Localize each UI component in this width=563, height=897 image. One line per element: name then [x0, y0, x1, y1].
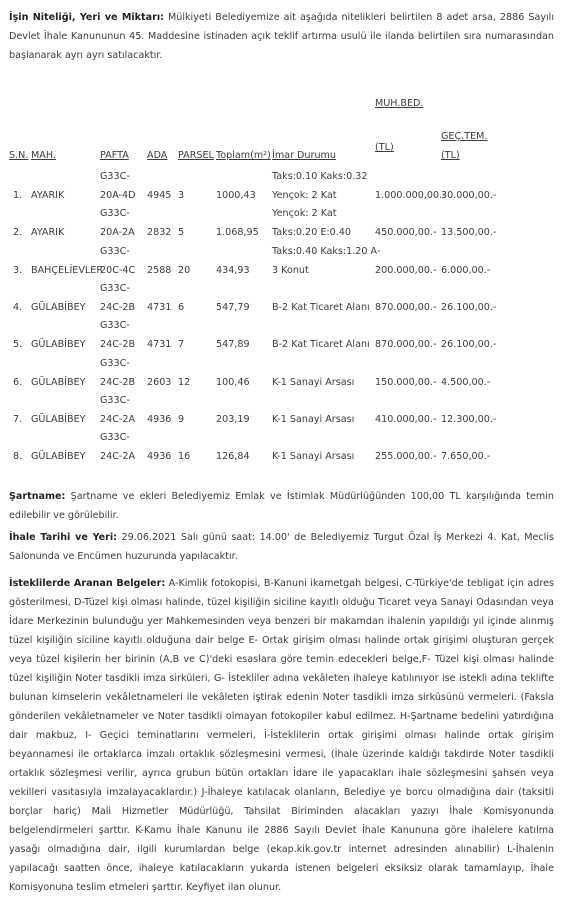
cell-ada: 4936 [147, 413, 172, 425]
cell-ada: 4936 [147, 451, 172, 463]
cell-muh-bed: 450.000,00.- [375, 227, 437, 239]
cell-toplam: 203,19 [216, 413, 250, 425]
cell-sn: 7. [13, 413, 23, 425]
cell-pafta-bottom: 20A-2A [100, 227, 135, 239]
cell-mah: BAHÇELİEVLER [31, 264, 103, 276]
cell-sn: 2. [13, 227, 23, 239]
cell-parsel: 3 [178, 190, 185, 201]
cell-sn: 3. [13, 264, 23, 276]
belgeler-label: İsteklilerde Aranan Belgeler: [9, 578, 166, 589]
cell-imar-bottom: B-2 Kat Ticaret Alanı [272, 339, 370, 351]
cell-pafta-bottom: 24C-2B [100, 301, 136, 313]
cell-muh-bed: 870.000,00.- [375, 339, 437, 351]
cell-parsel: 20 [178, 264, 191, 276]
cell-muh-bed: 200.000,00.- [375, 264, 437, 276]
cell-imar-bottom: K-1 Sanayi Arsası [272, 376, 355, 388]
cell-mah: AYARIK [31, 190, 65, 201]
cell-mah: AYARIK [31, 227, 65, 239]
cell-toplam: 100,46 [216, 376, 250, 388]
ihale-text: 29.06.2021 Salı günü saat: 14.00' de Belediyemiz Turgut Özal İş Merkezi 4. Kat, Meclis Salonunda ve Encümen huzurunda yapılacaktır. [9, 532, 555, 562]
cell-gec-tem: 7.650,00.- [441, 451, 491, 463]
cell-muh-bed: 255.000,00.- [375, 451, 437, 463]
cell-pafta-bottom: 20C-4C [100, 264, 136, 276]
header-gec-tem: GEÇ.TEM. [441, 131, 488, 142]
cell-muh-bed: 410.000,00.- [375, 413, 437, 425]
cell-pafta-top: G33C- [100, 394, 130, 406]
sartname-text: Şartname ve ekleri Belediyemiz Emlak ve İstimlak Müdürlüğünden 100,00 TL karşılığında temin edilebilir ve görülebilir. [9, 491, 554, 521]
cell-ada: 2588 [147, 264, 172, 276]
cell-imar-bottom: Yençok: 2 Kat [272, 190, 337, 201]
cell-ada: 4945 [147, 190, 172, 201]
cell-muh-bed: 870.000,00.- [375, 301, 437, 313]
cell-toplam: 547,89 [216, 339, 250, 351]
cell-imar-top: Taks:0.40 Kaks:1.20 A- [272, 245, 381, 257]
cell-mah: GÜLABİBEY [31, 376, 86, 388]
cell-sn: 6. [13, 376, 23, 388]
cell-gec-tem: 6.000,00.- [441, 264, 491, 276]
sartname-label: Şartname: [9, 491, 66, 502]
ihale-label: İhale Tarihi ve Yeri: [9, 532, 118, 543]
header-mah: MAH. [31, 150, 56, 161]
header-toplam: Toplam(m²) [216, 150, 271, 161]
cell-mah: GÜLABİBEY [31, 301, 86, 313]
ihale-paragraph [9, 528, 554, 566]
header-parsel: PARSEL [178, 150, 214, 161]
cell-imar-top: Taks:0.10 Kaks:0.32 [272, 171, 368, 182]
cell-imar-bottom: B-2 Kat Ticaret Alanı [272, 301, 370, 313]
cell-toplam: 1000,43 [216, 190, 256, 201]
cell-imar-bottom: Taks:0.20 E:0.40 [272, 227, 352, 239]
cell-parsel: 6 [178, 301, 185, 313]
cell-pafta-top: G33C- [100, 245, 130, 257]
cell-imar-bottom: K-1 Sanayi Arsası [272, 413, 355, 425]
cell-toplam: 126,84 [216, 451, 250, 463]
header-tl-muh: (TL) [375, 142, 394, 153]
cell-sn: 4. [13, 301, 23, 313]
header-ada: ADA [147, 150, 168, 161]
cell-ada: 2603 [147, 376, 172, 388]
cell-gec-tem: 4.500,00.- [441, 376, 491, 388]
cell-muh-bed: 150.000,00.- [375, 376, 437, 388]
cell-gec-tem: 30.000,00.- [441, 190, 497, 201]
cell-gec-tem: 13.500,00.- [441, 227, 497, 239]
header-pafta: PAFTA [100, 150, 129, 161]
cell-imar-bottom: K-1 Sanayi Arsası [272, 451, 355, 463]
cell-toplam: 547,79 [216, 301, 250, 313]
cell-pafta-top: G33C- [100, 432, 130, 444]
cell-imar-bottom: 3 Konut [272, 264, 309, 276]
cell-ada: 4731 [147, 339, 172, 351]
cell-muh-bed: 1.000.000,00.- [375, 190, 446, 201]
cell-pafta-bottom: 20A-4D [100, 190, 136, 201]
belgeler-paragraph [9, 574, 554, 897]
cell-mah: GÜLABİBEY [31, 339, 86, 351]
cell-sn: 8. [13, 451, 23, 463]
cell-pafta-top: G33C- [100, 282, 130, 294]
cell-sn: 5. [13, 339, 23, 351]
cell-parsel: 7 [178, 339, 185, 351]
intro-paragraph [9, 8, 554, 65]
belgeler-text: A-Kimlik fotokopisi, B-Kanuni ikametgah belgesi, C-Türkiye'de tebligat için adres gösterilmesi, D-Tüzel kişi olması halinde, tüzel kişiliğin siciline kayıtlı olduğu Ticaret veya Sanayi Odasından veya İdare Merkezinin bulunduğu yer Mahkemesinden veya benzeri bir makamdan ihalenin yapıldığı yıl içinde alınmış tüzel kişiliğin siciline kayıtlı olduğuna dair belge E- Ortak girişim olması halinde ortak girişimi oluşturan gerçek veya tüzel kişilerin her birinin (A,B ve C)'deki esaslara göre temin edecekleri belge,F- Tüzel kişi olması halinde tüzel kişiliğin Noter tasdikli imza sirküleri, G- İstekliler adına vekâleten ihaleye katılınıyor ise istekli adına teklifte bulunan kimselerin vekâletnameleri ile vekâleten iştirak edenin Noter tasdikli imza sirküsünü vermeleri. (Faksla gönderilen vekâletnameler ve Noter tasdikli olmayan fotokopiler kabul edilmez. H-Şartname bedelini yatırdığına dair makbuz, I- Geçici teminatlarını vermeleri, İ-İsteklilerin ortak girişimi olması halinde ortak girişim beyannamesi ile ortaklarca imzalı ortaklık sözleşmesini vermesi, (İhale üzerinde kaldığı takdirde Noter tasdikli ortaklık sözleşmesi verilir, ayrıca grubun bütün ortakları İdare ile yapacakları ihale sözleşmesini şahsen veya vekilleri vasıtasıyla imzalayacaklardır.) J-İhaleye katılacak olanların, Belediye ye borcu olmadığına dair (taksitli borçlar hariç) Mali Hizmetler Müdürlüğü, Tahsilat Biriminden alacakları yazıyı İhale Komisyonunda belgelendirmeleri şarttır. K-Kamu İhale Kanunu ile 2886 Sayılı Devlet İhale Kanununa göre ihalelere katılma yasağı olmadığına dair, ilgili kurumlardan belge (ekap.kik.gov.tr internet adresinden alınabilir) L-İhalenin yapılacağı saatten önce, ihaleye katılacakların yukarda istenen belgeleri eksiksiz olarak tamamlayıp, İhale Komisyonuna teslim etmeleri şarttır. Keyfiyet ilan olunur. [9, 578, 554, 893]
header-tl-gec: (TL) [441, 150, 460, 161]
header-imar: İmar Durumu [272, 150, 336, 161]
intro-text: Mülkiyeti Belediyemize ait aşağıda nitelikleri belirtilen 8 adet arsa, 2886 Sayılı Devlet İhale Kanununun 45. Maddesine istinaden açık teklif artırma usulü ile ilanda belirtilen sıra numarasından başlanarak ayrı ayrı satılacaktır. [9, 12, 555, 61]
cell-parsel: 9 [178, 413, 185, 425]
cell-parsel: 12 [178, 376, 191, 388]
cell-pafta-top: G33C- [100, 208, 130, 220]
cell-parsel: 5 [178, 227, 185, 239]
cell-pafta-bottom: 24C-2A [100, 451, 136, 463]
cell-pafta-top: G33C- [100, 357, 130, 369]
sartname-paragraph [9, 487, 554, 525]
cell-toplam: 434,93 [216, 264, 250, 276]
cell-sn: 1. [13, 190, 23, 201]
cell-parsel: 16 [178, 451, 191, 463]
cell-ada: 2832 [147, 227, 172, 239]
cell-mah: GÜLABİBEY [31, 413, 86, 425]
cell-pafta-bottom: 24C-2A [100, 413, 136, 425]
intro-label: İşin Niteliği, Yeri ve Miktarı: [9, 12, 164, 23]
cell-pafta-bottom: 24C-2B [100, 339, 136, 351]
cell-gec-tem: 26.100,00.- [441, 301, 497, 313]
cell-pafta-bottom: 24C-2B [100, 376, 136, 388]
header-sn: S.N. [9, 150, 29, 161]
header-muh-bed: MUH.BED. [375, 98, 424, 109]
cell-mah: GÜLABİBEY [31, 451, 86, 463]
cell-pafta-top: G33C- [100, 320, 130, 332]
cell-toplam: 1.068,95 [216, 227, 259, 239]
cell-gec-tem: 26.100,00.- [441, 339, 497, 351]
cell-gec-tem: 12.300,00.- [441, 413, 497, 425]
cell-ada: 4731 [147, 301, 172, 313]
cell-imar-top: Yençok: 2 Kat [272, 208, 337, 220]
cell-pafta-top: G33C- [100, 171, 130, 182]
